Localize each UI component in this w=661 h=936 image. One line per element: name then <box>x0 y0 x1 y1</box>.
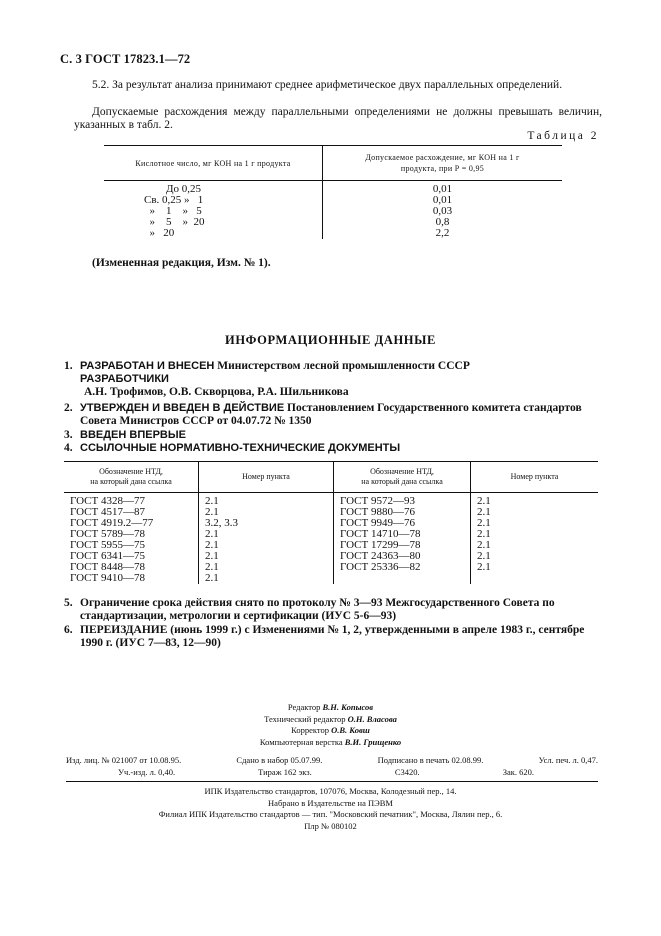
info-item-3 <box>64 429 600 442</box>
approved-text: Постановлением Государственного комитета стандартов Совета Министров СССР от 04.07.72 № 1350 <box>80 402 582 427</box>
printing-branch: Филиал ИПК Издательство стандартов — тип. "Московский печатник", Москва, Лялин пер., 6. <box>158 809 503 819</box>
deviation-header-line1: Допускаемое расхождение, мг КОН на 1 г <box>365 153 520 162</box>
page-header: С. 3 ГОСТ 17823.1—72 <box>60 52 191 66</box>
doc-ref: ГОСТ 24363—80 <box>334 551 471 562</box>
refs-doc-header <box>64 462 199 493</box>
point-ref: 2.1 <box>199 540 334 551</box>
item-number: 2. <box>64 402 73 414</box>
plr-number: Плр № 080102 <box>304 820 357 831</box>
doc-header-line1: Обозначение НТД, <box>370 467 434 476</box>
refs-point-header: Номер пункта <box>199 462 334 493</box>
table-2-col-deviation-header <box>323 146 563 181</box>
editor-label: Редактор <box>287 702 321 712</box>
doc-ref: ГОСТ 4517—87 <box>64 507 199 518</box>
doc-ref: ГОСТ 9572—93 <box>334 493 471 508</box>
point-ref: 2.1 <box>199 529 334 540</box>
doc-ref: ГОСТ 25336—82 <box>334 562 471 573</box>
publisher-sheets: Уч.-изд. л. 0,40. <box>118 767 176 777</box>
amendment-note: (Измененная редакция, Изм. № 1). <box>92 257 271 269</box>
item-number: 5. <box>64 597 73 609</box>
imprint-row-1 <box>66 755 598 765</box>
doc-ref: ГОСТ 6341—75 <box>64 551 199 562</box>
point-ref: 2.1 <box>199 573 334 584</box>
term-limit-text: Ограничение срока действия снято по протоколу № 3—93 Межгосударственного Совета по стандартизации, метрологии и сертификации (ИУС 5-6—93) <box>80 597 555 622</box>
deviation-value: 0,01 <box>323 181 563 196</box>
doc-ref <box>334 573 471 584</box>
point-ref: 2.1 <box>199 493 334 508</box>
point-ref: 2.1 <box>477 561 491 573</box>
table-2-row <box>104 181 562 196</box>
print-run: Тираж 162 экз. <box>258 767 312 777</box>
point-ref: 2.1 <box>477 506 491 518</box>
reissue-text: ПЕРЕИЗДАНИЕ (июнь 1999 г.) с Изменениями № 1, 2, утвержденными в апреле 1983 г., сентябре 1990 г. (ИУС 7—83, 12—90) <box>80 624 585 649</box>
info-title: ИНФОРМАЦИОННЫЕ ДАННЫЕ <box>225 333 436 347</box>
developed-label: РАЗРАБОТАН И ВНЕСЕН <box>80 360 215 372</box>
doc-ref: ГОСТ 14710—78 <box>334 529 471 540</box>
layout-name: В.И. Грищенко <box>344 736 402 747</box>
tech-editor-label: Технический редактор <box>264 713 346 724</box>
developers-names: А.Н. Трофимов, О.В. Скворцова, Р.А. Шильникова <box>84 386 349 398</box>
info-item-1 <box>64 360 600 399</box>
code: С3420. <box>394 767 420 777</box>
doc-ref: ГОСТ 8448—78 <box>64 562 199 573</box>
item-number: 3. <box>64 429 73 441</box>
tech-editor-name: О.Н. Власова <box>347 713 397 724</box>
acid-value: » 1 » 5 <box>144 205 202 217</box>
table-row <box>64 573 598 584</box>
item-number: 4. <box>64 442 73 454</box>
point-ref: 2.1 <box>199 551 334 562</box>
acid-value: До 0,25 <box>144 183 202 195</box>
refs-point-header: Номер пункта <box>471 462 599 493</box>
doc-ref: ГОСТ 9949—76 <box>334 518 471 529</box>
point-ref: 2.1 <box>477 539 491 551</box>
table-2-col-acid-header: Кислотное число, мг КОН на 1 г продукта <box>104 146 323 181</box>
doc-header-line2: на который дана ссылка <box>361 477 443 486</box>
acid-value: » 20 <box>144 227 175 239</box>
doc-ref: ГОСТ 9410—78 <box>64 573 199 584</box>
acid-value: Св. 0,25 » 1 <box>144 194 204 206</box>
deviation-value: 0,03 <box>323 206 563 217</box>
point-ref: 2.1 <box>477 528 491 540</box>
point-ref: 2.1 <box>477 495 491 507</box>
doc-header-line1: Обозначение НТД, <box>99 467 163 476</box>
editor-name: В.Н. Копысов <box>322 702 374 712</box>
point-ref: 3.2, 3.3 <box>199 518 334 529</box>
signed-for-print: Подписано в печать 02.08.99. <box>377 755 484 765</box>
doc-ref: ГОСТ 4919.2—77 <box>64 518 199 529</box>
table-2 <box>104 145 562 239</box>
deviation-header-line2: продукта, при Р = 0,95 <box>400 164 485 173</box>
point-ref <box>471 573 599 584</box>
point-ref: 2.1 <box>477 550 491 562</box>
paragraph-5-2: 5.2. За результат анализа принимают среднее арифметическое двух параллельных определений. <box>92 79 563 91</box>
acid-value: » 5 » 20 <box>144 216 205 228</box>
approved-label: УТВЕРЖДЕН И ВВЕДЕН В ДЕЙСТВИЕ <box>80 402 285 414</box>
doc-ref: ГОСТ 9880—76 <box>334 507 471 518</box>
imprint-credits <box>0 702 661 748</box>
license: Изд. лиц. № 021007 от 10.08.95. <box>66 755 182 765</box>
print-sheets: Усл. печ. л. 0,47. <box>538 755 598 765</box>
info-item-2 <box>64 402 600 428</box>
deviation-value: 0,01 <box>323 195 563 206</box>
table-2-caption: Таблица 2 <box>527 130 599 142</box>
info-item-4 <box>64 442 600 455</box>
doc-ref: ГОСТ 5789—78 <box>64 529 199 540</box>
doc-ref: ГОСТ 4328—77 <box>64 493 199 508</box>
imprint-divider <box>66 781 598 782</box>
refs-doc-header <box>334 462 471 493</box>
item-number: 6. <box>64 624 73 636</box>
corrector-label: Корректор <box>291 725 329 735</box>
info-item-5 <box>64 597 600 623</box>
point-ref: 2.1 <box>477 517 491 529</box>
table-row <box>64 493 598 508</box>
corrector-name: О.В. Ковш <box>331 725 370 735</box>
info-item-6 <box>64 624 600 650</box>
point-ref: 2.1 <box>199 562 334 573</box>
paragraph-tolerance: Допускаемые расхождения между параллельными определениями не должны превышать величин, указанных в табл. 2. <box>74 106 602 131</box>
doc-header-line2: на который дана ссылка <box>90 477 172 486</box>
sent-to-typeset: Сдано в набор 05.07.99. <box>236 755 323 765</box>
imprint-row-2 <box>118 767 534 777</box>
doc-ref: ГОСТ 17299—78 <box>334 540 471 551</box>
typeset-note: Набрано в Издательстве на ПЭВМ <box>268 797 393 808</box>
point-ref: 2.1 <box>199 507 334 518</box>
order-number: Зак. 620. <box>502 767 534 777</box>
table-2-row <box>104 228 562 239</box>
first-introduced: ВВЕДЕН ВПЕРВЫЕ <box>80 429 186 441</box>
developed-text: Министерством лесной промышленности СССР <box>214 360 470 372</box>
deviation-value: 2,2 <box>323 228 563 239</box>
deviation-value: 0,8 <box>323 217 563 228</box>
item-number: 1. <box>64 360 73 372</box>
referenced-docs-heading: ССЫЛОЧНЫЕ НОРМАТИВНО-ТЕХНИЧЕСКИЕ ДОКУМЕНТЫ <box>80 442 401 454</box>
imprint-publisher-block <box>0 786 661 832</box>
references-table <box>64 461 598 584</box>
publisher-address: ИПК Издательство стандартов, 107076, Москва, Колодезный пер., 14. <box>204 786 457 796</box>
developers-label: РАЗРАБОТЧИКИ <box>80 373 169 385</box>
doc-ref: ГОСТ 5955—75 <box>64 540 199 551</box>
layout-label: Компьютерная верстка <box>259 736 343 747</box>
